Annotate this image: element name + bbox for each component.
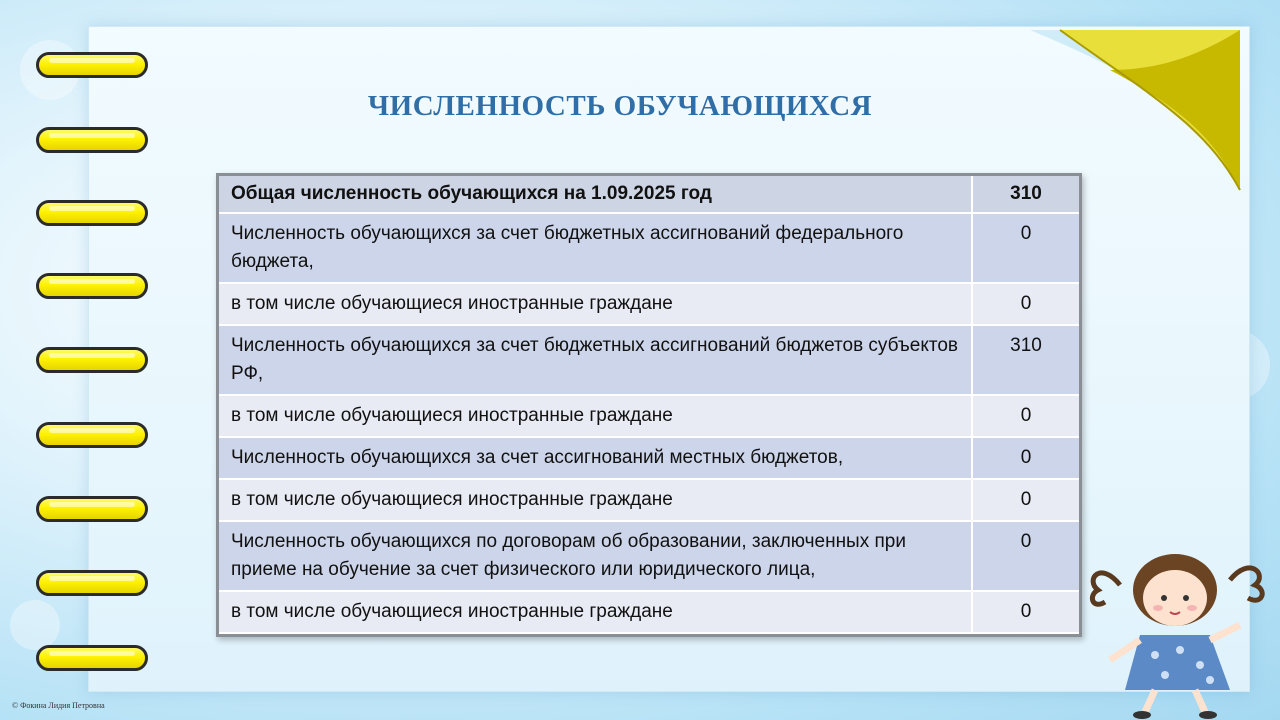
spiral-ring <box>36 347 148 373</box>
slide-title: ЧИСЛЕННОСТЬ ОБУЧАЮЩИХСЯ <box>367 90 873 122</box>
row-label: в том числе обучающиеся иностранные граждане <box>219 283 972 325</box>
spiral-ring <box>36 645 148 671</box>
row-label: в том числе обучающиеся иностранные граждане <box>219 395 972 437</box>
table-row <box>219 437 1079 479</box>
table-row <box>219 521 1079 591</box>
spiral-ring <box>36 273 148 299</box>
row-value: 0 <box>972 521 1079 591</box>
row-value: 0 <box>972 437 1079 479</box>
row-label: в том числе обучающиеся иностранные граждане <box>219 479 972 521</box>
spiral-ring <box>36 570 148 596</box>
girl-illustration <box>1080 540 1270 720</box>
row-value: 0 <box>972 591 1079 633</box>
row-value: 310 <box>972 325 1079 395</box>
students-table <box>216 173 1082 637</box>
header-value: 310 <box>972 176 1079 213</box>
row-value: 0 <box>972 395 1079 437</box>
row-value: 0 <box>972 283 1079 325</box>
row-label: Численность обучающихся за счет бюджетных ассигнований бюджетов субъектов РФ, <box>219 325 972 395</box>
table-row <box>219 479 1079 521</box>
spiral-ring <box>36 52 148 78</box>
row-label: Численность обучающихся за счет бюджетных ассигнований федерального бюджета, <box>219 213 972 283</box>
table-row <box>219 395 1079 437</box>
background-bubble <box>10 600 60 650</box>
row-label: Численность обучающихся по договорам об образовании, заключенных при приеме на обучение за счет физического или юридического лица, <box>219 521 972 591</box>
row-label: Численность обучающихся за счет ассигнований местных бюджетов, <box>219 437 972 479</box>
table-header-row <box>219 176 1079 213</box>
slide-footer: © Фокина Лидия Петровна <box>12 701 105 710</box>
row-value: 0 <box>972 213 1079 283</box>
table-row <box>219 325 1079 395</box>
table-row <box>219 283 1079 325</box>
table-row <box>219 213 1079 283</box>
spiral-ring <box>36 422 148 448</box>
row-value: 0 <box>972 479 1079 521</box>
row-label: в том числе обучающиеся иностранные граждане <box>219 591 972 633</box>
spiral-ring <box>36 200 148 226</box>
header-label: Общая численность обучающихся на 1.09.2025 год <box>219 176 972 213</box>
spiral-ring <box>36 496 148 522</box>
spiral-ring <box>36 127 148 153</box>
table-row <box>219 591 1079 633</box>
